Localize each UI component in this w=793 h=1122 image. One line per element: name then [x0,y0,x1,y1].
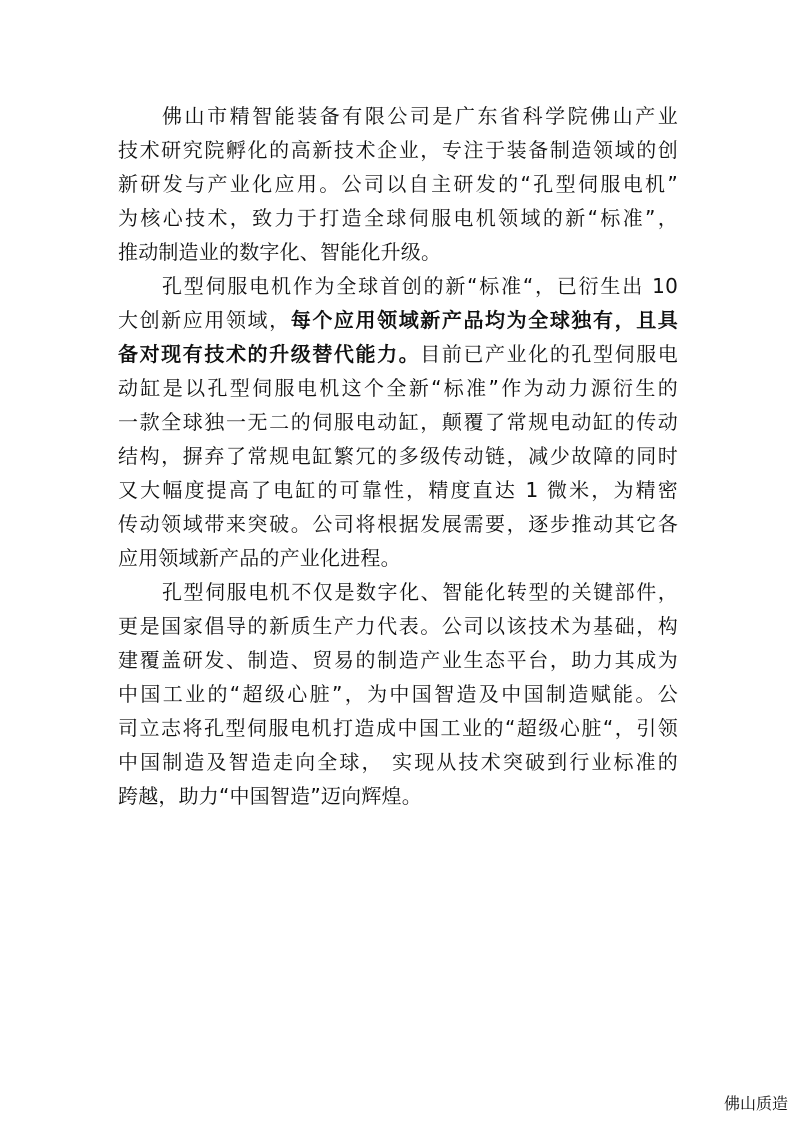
text-line: 应用领域新产品的产业化进程。 [118,546,401,570]
text-line: 传动领域带来突破。公司将根据发展需要，逐步推动其它各 [118,512,678,536]
text-line: 更是国家倡导的新质生产力代表。公司以该技术为基础，构 [118,614,678,638]
text-line: 孔型伺服电机不仅是数字化、智能化转型的关键部件， [162,580,678,604]
text-run: 目前已产业化的孔型伺服电 [420,342,678,366]
text-line: 为核心技术，致力于打造全球伺服电机领域的新“标准”， [118,206,678,230]
text-line: 结构，摒弃了常规电缸繁冗的多级传动链，减少故障的同时 [118,444,678,468]
document-body [118,99,678,813]
text-line: 推动制造业的数字化、智能化升级。 [118,240,442,264]
text-line: 跨越，助力“中国智造”迈向辉煌。 [118,784,422,808]
text-line: 中国制造及智造走向全球， 实现从技术突破到行业标准的 [118,750,678,774]
text-run: 大创新应用领域， [118,308,291,332]
text-line: 又大幅度提高了电缸的可靠性，精度直达 1 微米，为精密 [118,478,678,502]
text-line-mixed [118,303,678,337]
text-line-mixed [118,337,678,371]
emphasis-text: 备对现有技术的升级替代能力。 [118,342,421,366]
emphasis-text: 每个应用领域新产品均为全球独有，且具 [290,308,678,332]
paragraph-vision [118,575,678,813]
text-line: 中国工业的“超级心脏”，为中国智造及中国制造赋能。公 [118,682,678,706]
text-line: 动缸是以孔型伺服电机这个全新“标准”作为动力源衍生的 [118,376,678,400]
text-line: 孔型伺服电机作为全球首创的新“标准“，已衍生出 10 [162,274,678,298]
paragraph-company-intro [118,99,678,269]
text-line: 建覆盖研发、制造、贸易的制造产业生态平台，助力其成为 [118,648,678,672]
paragraph-innovation [118,269,678,575]
text-line: 新研发与产业化应用。公司以自主研发的“孔型伺服电机” [118,172,678,196]
text-line: 技术研究院孵化的高新技术企业，专注于装备制造领域的创 [118,138,678,162]
footer-watermark: 佛山质造 [723,1094,788,1113]
text-line: 佛山市精智能装备有限公司是广东省科学院佛山产业 [162,104,678,128]
text-line: 一款全球独一无二的伺服电动缸，颠覆了常规电动缸的传动 [118,410,678,434]
text-line: 司立志将孔型伺服电机打造成中国工业的“超级心脏“，引领 [118,716,678,740]
